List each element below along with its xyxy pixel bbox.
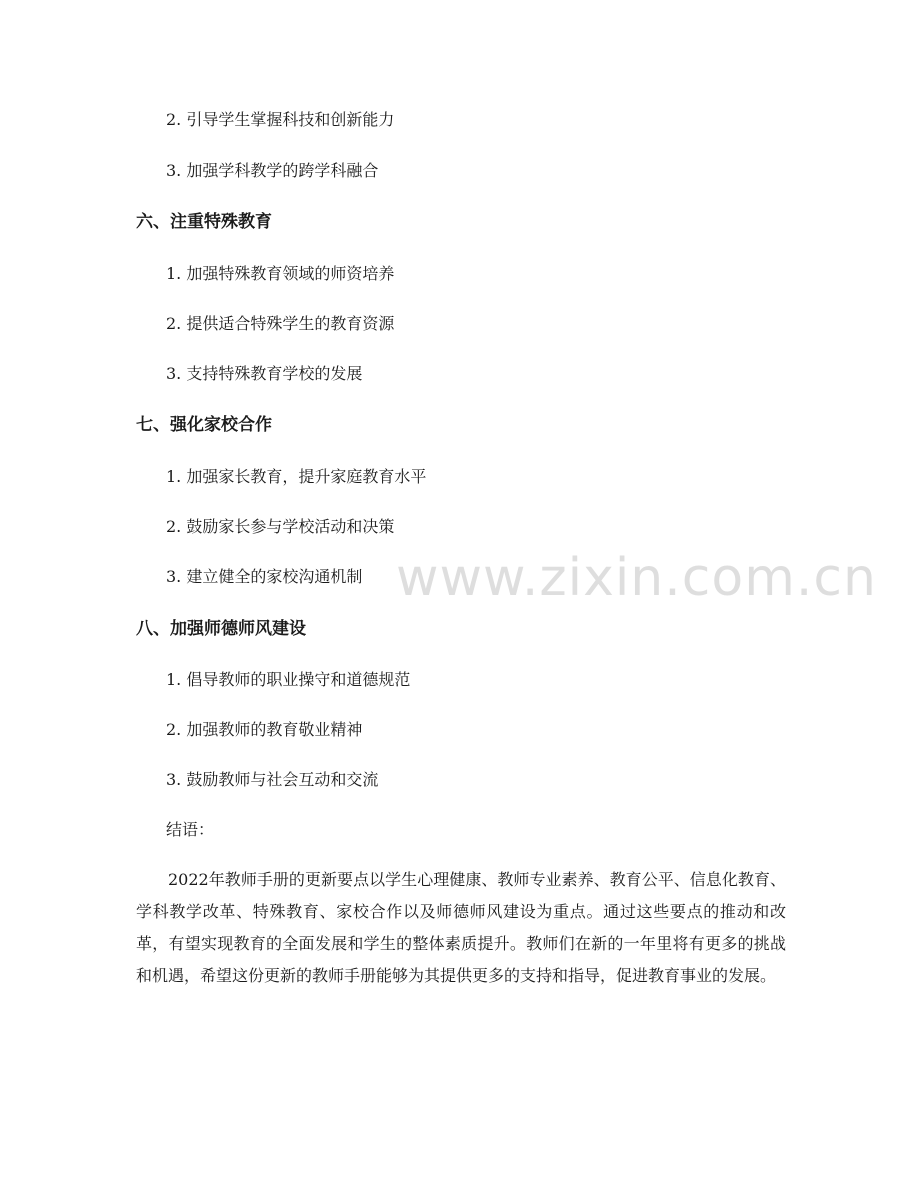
section-heading-7: 七、强化家校合作 xyxy=(136,415,272,435)
section-heading-6: 六、注重特殊教育 xyxy=(136,212,272,232)
list-item: 3. 支持特殊教育学校的发展 xyxy=(166,364,363,383)
list-item: 3. 建立健全的家校沟通机制 xyxy=(166,567,363,586)
list-item: 1. 倡导教师的职业操守和道德规范 xyxy=(166,670,411,689)
list-item: 2. 加强教师的教育敬业精神 xyxy=(166,720,363,739)
list-item: 2. 提供适合特殊学生的教育资源 xyxy=(166,314,395,333)
list-item: 2. 引导学生掌握科技和创新能力 xyxy=(166,110,395,129)
list-item: 1. 加强特殊教育领域的师资培养 xyxy=(166,264,395,283)
conclusion-paragraph: 2022年教师手册的更新要点以学生心理健康、教师专业素养、教育公平、信息化教育、学科教学改革、特殊教育、家校合作以及师德师风建设为重点。通过这些要点的推动和改革，有望实现教育的全面发展和学生的整体素质提升。教师们在新的一年里将有更多的挑战和机遇，希望这份更新的教师手册能够为其提供更多的支持和指导，促进教育事业的发展。 xyxy=(136,870,786,985)
list-item: 1. 加强家长教育，提升家庭教育水平 xyxy=(166,467,427,486)
list-item: 3. 加强学科教学的跨学科融合 xyxy=(166,161,379,180)
watermark: www.zixin.com.cn xyxy=(396,548,877,608)
conclusion-label: 结语： xyxy=(166,820,215,839)
list-item: 2. 鼓励家长参与学校活动和决策 xyxy=(166,517,395,536)
section-heading-8: 八、加强师德师风建设 xyxy=(136,619,306,639)
list-item: 3. 鼓励教师与社会互动和交流 xyxy=(166,770,379,789)
